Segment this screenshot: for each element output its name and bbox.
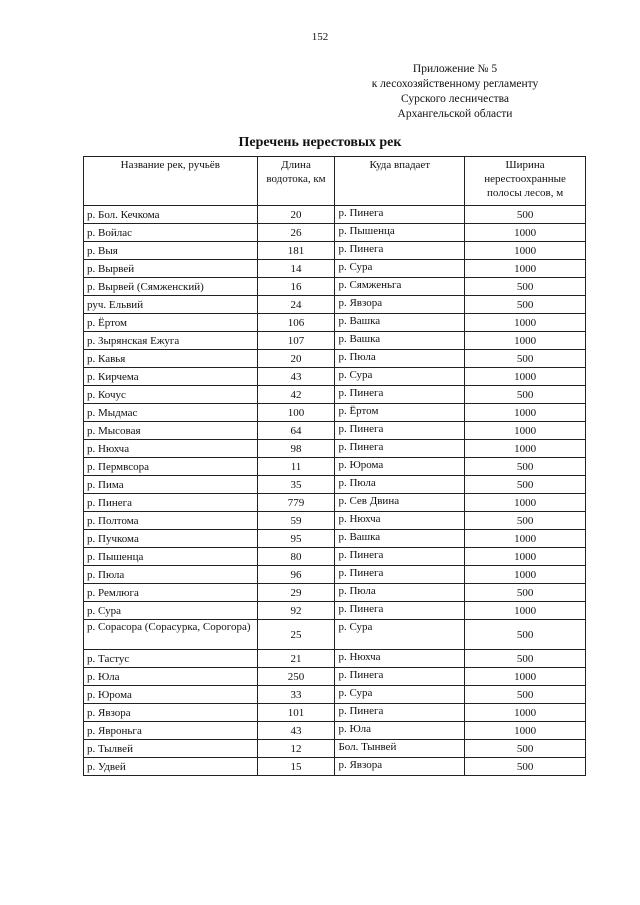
cell-inflow: р. Пышенца — [335, 224, 465, 242]
cell-inflow: р. Нюхча — [335, 650, 465, 668]
cell-width: 1000 — [465, 224, 586, 242]
table-row — [84, 530, 586, 548]
header-width: Ширина нерестоохранные полосы лесов, м — [465, 157, 586, 206]
appendix-heading — [355, 62, 555, 122]
cell-width: 1000 — [465, 530, 586, 548]
table-row — [84, 512, 586, 530]
cell-length: 14 — [257, 260, 335, 278]
cell-length: 12 — [257, 740, 335, 758]
cell-river-name: р. Пинега — [84, 494, 258, 512]
cell-width: 500 — [465, 650, 586, 668]
cell-river-name: р. Явроньга — [84, 722, 258, 740]
cell-river-name: р. Пюла — [84, 566, 258, 584]
cell-inflow: р. Нюхча — [335, 512, 465, 530]
cell-inflow: р. Вашка — [335, 314, 465, 332]
cell-inflow: р. Пинега — [335, 704, 465, 722]
table-row — [84, 584, 586, 602]
cell-river-name: р. Тастус — [84, 650, 258, 668]
appendix-line-3: Сурского лесничества — [400, 93, 510, 105]
cell-width: 1000 — [465, 368, 586, 386]
table-row — [84, 722, 586, 740]
cell-inflow: р. Пюла — [335, 476, 465, 494]
cell-length: 21 — [257, 650, 335, 668]
cell-inflow: р. Пинега — [335, 602, 465, 620]
cell-width: 500 — [465, 386, 586, 404]
cell-inflow: р. Пинега — [335, 242, 465, 260]
table-row — [84, 206, 586, 224]
cell-inflow: р. Пюла — [335, 584, 465, 602]
table-row — [84, 224, 586, 242]
cell-length: 20 — [257, 350, 335, 368]
cell-width: 1000 — [465, 314, 586, 332]
cell-width: 500 — [465, 740, 586, 758]
cell-width: 1000 — [465, 722, 586, 740]
cell-inflow: р. Сура — [335, 620, 465, 650]
cell-inflow: р. Сура — [335, 686, 465, 704]
cell-river-name: р. Ёртом — [84, 314, 258, 332]
cell-width: 500 — [465, 296, 586, 314]
cell-inflow: р. Пинега — [335, 440, 465, 458]
cell-river-name: р. Мысовая — [84, 422, 258, 440]
table-row — [84, 422, 586, 440]
cell-length: 779 — [257, 494, 335, 512]
table-row — [84, 494, 586, 512]
table-row — [84, 260, 586, 278]
document-title: Перечень нерестовых рек — [238, 135, 402, 150]
cell-inflow: р. Пинега — [335, 422, 465, 440]
cell-inflow: р. Сев Двина — [335, 494, 465, 512]
cell-width: 1000 — [465, 602, 586, 620]
cell-river-name: р. Сура — [84, 602, 258, 620]
table-row — [84, 602, 586, 620]
cell-length: 106 — [257, 314, 335, 332]
cell-river-name: р. Пучкома — [84, 530, 258, 548]
page-number: 152 — [311, 31, 329, 43]
cell-length: 181 — [257, 242, 335, 260]
cell-inflow: р. Сямженьга — [335, 278, 465, 296]
table-row — [84, 758, 586, 776]
cell-length: 92 — [257, 602, 335, 620]
cell-length: 35 — [257, 476, 335, 494]
cell-width: 500 — [465, 278, 586, 296]
cell-river-name: р. Пима — [84, 476, 258, 494]
cell-inflow: р. Ёртом — [335, 404, 465, 422]
cell-inflow: р. Пинега — [335, 386, 465, 404]
cell-river-name: р. Мыдмас — [84, 404, 258, 422]
cell-width: 500 — [465, 584, 586, 602]
cell-length: 33 — [257, 686, 335, 704]
cell-river-name: р. Бол. Кечкома — [84, 206, 258, 224]
cell-width: 1000 — [465, 668, 586, 686]
cell-river-name: р. Ремлюга — [84, 584, 258, 602]
table-row — [84, 404, 586, 422]
cell-river-name: р. Зырянская Ежуга — [84, 332, 258, 350]
cell-width: 1000 — [465, 548, 586, 566]
cell-width: 500 — [465, 512, 586, 530]
table-row — [84, 386, 586, 404]
table-row — [84, 650, 586, 668]
cell-inflow: р. Пинега — [335, 206, 465, 224]
cell-length: 15 — [257, 758, 335, 776]
table-header-row — [84, 157, 586, 206]
cell-river-name: р. Тылвей — [84, 740, 258, 758]
cell-river-name: р. Явзора — [84, 704, 258, 722]
cell-length: 26 — [257, 224, 335, 242]
cell-river-name: р. Вырвей (Сямженский) — [84, 278, 258, 296]
cell-river-name: р. Пышенца — [84, 548, 258, 566]
table-row — [84, 740, 586, 758]
cell-width: 1000 — [465, 494, 586, 512]
cell-width: 1000 — [465, 242, 586, 260]
cell-width: 1000 — [465, 566, 586, 584]
cell-river-name: р. Юрома — [84, 686, 258, 704]
cell-width: 1000 — [465, 332, 586, 350]
cell-width: 1000 — [465, 260, 586, 278]
cell-length: 43 — [257, 368, 335, 386]
cell-width: 1000 — [465, 404, 586, 422]
table-row — [84, 620, 586, 650]
cell-river-name: р. Кочус — [84, 386, 258, 404]
cell-river-name: р. Войлас — [84, 224, 258, 242]
cell-river-name: р. Сорасора (Сорасурка, Сорогора) — [84, 620, 258, 650]
cell-inflow: р. Пинега — [335, 668, 465, 686]
cell-length: 11 — [257, 458, 335, 476]
cell-width: 500 — [465, 458, 586, 476]
cell-inflow: р. Юрома — [335, 458, 465, 476]
cell-length: 80 — [257, 548, 335, 566]
cell-length: 24 — [257, 296, 335, 314]
cell-inflow: р. Вашка — [335, 332, 465, 350]
cell-width: 500 — [465, 686, 586, 704]
cell-length: 42 — [257, 386, 335, 404]
cell-width: 500 — [465, 620, 586, 650]
cell-width: 500 — [465, 476, 586, 494]
cell-width: 500 — [465, 206, 586, 224]
cell-inflow: р. Явзора — [335, 296, 465, 314]
cell-river-name: руч. Ельвий — [84, 296, 258, 314]
cell-width: 1000 — [465, 440, 586, 458]
header-length: Длина водотока, км — [257, 157, 335, 206]
table-row — [84, 476, 586, 494]
cell-length: 64 — [257, 422, 335, 440]
table-row — [84, 566, 586, 584]
cell-length: 29 — [257, 584, 335, 602]
cell-width: 500 — [465, 350, 586, 368]
cell-length: 16 — [257, 278, 335, 296]
table-row — [84, 350, 586, 368]
header-name: Название рек, ручьёв — [84, 157, 258, 206]
cell-river-name: р. Удвей — [84, 758, 258, 776]
cell-inflow: р. Сура — [335, 368, 465, 386]
cell-river-name: р. Выя — [84, 242, 258, 260]
cell-river-name: р. Кирчема — [84, 368, 258, 386]
cell-inflow: Бол. Тынвей — [335, 740, 465, 758]
cell-inflow: р. Сура — [335, 260, 465, 278]
cell-width: 1000 — [465, 704, 586, 722]
header-inflow: Куда впадает — [335, 157, 465, 206]
cell-length: 59 — [257, 512, 335, 530]
cell-river-name: р. Кавья — [84, 350, 258, 368]
cell-length: 107 — [257, 332, 335, 350]
table-row — [84, 242, 586, 260]
appendix-line-2: к лесохозяйственному регламенту — [371, 78, 539, 90]
cell-inflow: р. Юла — [335, 722, 465, 740]
cell-length: 25 — [257, 620, 335, 650]
spawning-rivers-table — [83, 156, 586, 776]
appendix-line-1: Приложение № 5 — [412, 63, 498, 75]
cell-length: 98 — [257, 440, 335, 458]
cell-length: 96 — [257, 566, 335, 584]
cell-width: 1000 — [465, 422, 586, 440]
table-row — [84, 686, 586, 704]
cell-length: 100 — [257, 404, 335, 422]
cell-length: 20 — [257, 206, 335, 224]
cell-inflow: р. Пинега — [335, 548, 465, 566]
table-row — [84, 668, 586, 686]
cell-river-name: р. Нюхча — [84, 440, 258, 458]
table-row — [84, 296, 586, 314]
table-row — [84, 440, 586, 458]
cell-river-name: р. Юла — [84, 668, 258, 686]
cell-width: 500 — [465, 758, 586, 776]
table-row — [84, 278, 586, 296]
table-row — [84, 368, 586, 386]
cell-length: 43 — [257, 722, 335, 740]
cell-length: 95 — [257, 530, 335, 548]
cell-river-name: р. Вырвей — [84, 260, 258, 278]
cell-inflow: р. Пинега — [335, 566, 465, 584]
cell-river-name: р. Пермвсора — [84, 458, 258, 476]
cell-inflow: р. Явзора — [335, 758, 465, 776]
appendix-line-4: Архангельской области — [397, 108, 513, 120]
cell-river-name: р. Полтома — [84, 512, 258, 530]
cell-length: 101 — [257, 704, 335, 722]
cell-inflow: р. Пюла — [335, 350, 465, 368]
table-row — [84, 332, 586, 350]
table-row — [84, 548, 586, 566]
table-row — [84, 458, 586, 476]
table-row — [84, 704, 586, 722]
table-row — [84, 314, 586, 332]
cell-inflow: р. Вашка — [335, 530, 465, 548]
cell-length: 250 — [257, 668, 335, 686]
